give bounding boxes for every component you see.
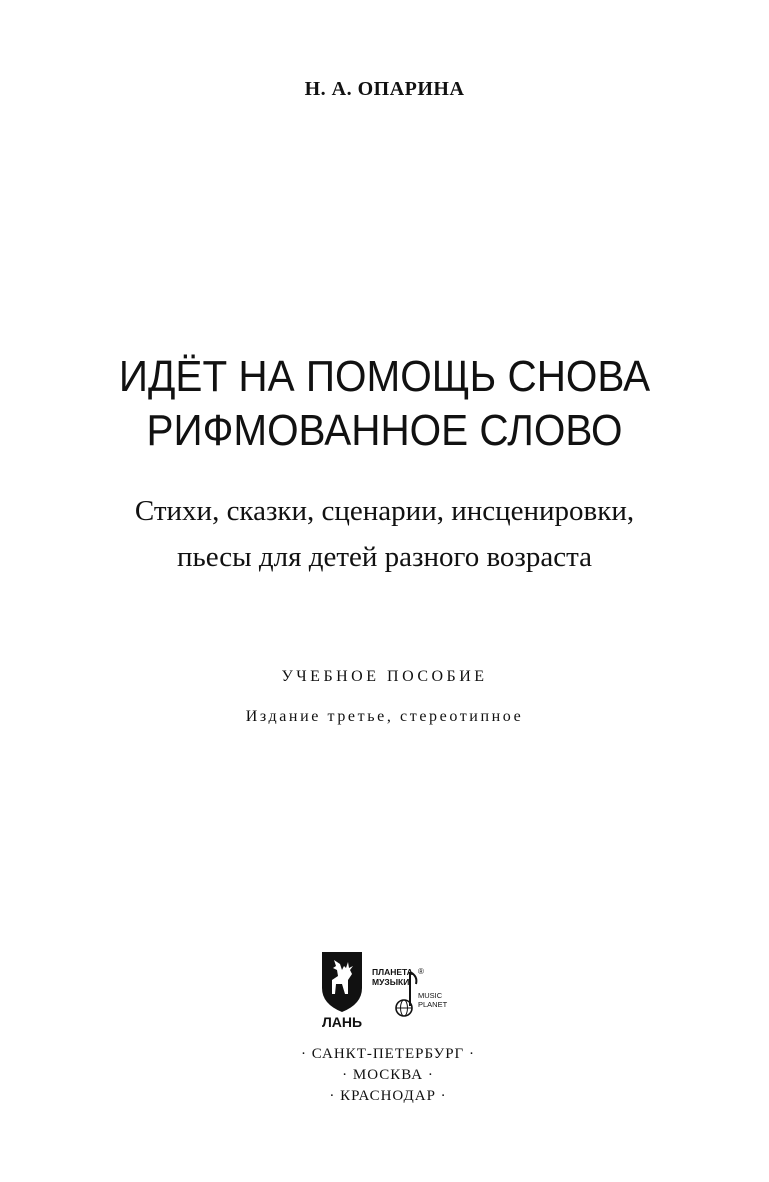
edition-label: Издание третье, стереотипное <box>245 708 524 725</box>
author-name: Н. А. ОПАРИНА <box>304 78 465 100</box>
music-planet-logo <box>370 966 450 1026</box>
genre-label: УЧЕБНОЕ ПОСОБИЕ <box>281 668 488 685</box>
city-moscow: · МОСКВА · <box>342 1067 434 1083</box>
book-title-line-2: РИФМОВАННОЕ СЛОВО <box>146 406 623 455</box>
book-title-line-1: ИДЁТ НА ПОМОЩЬ СНОВА <box>118 352 651 401</box>
lan-publisher-logo <box>320 950 364 1030</box>
registered-mark: ® <box>418 967 424 976</box>
lan-logo-text: ЛАНЬ <box>321 1014 363 1030</box>
city-krasnodar: · КРАСНОДАР · <box>329 1088 447 1104</box>
planet-logo-en-line-2: PLANET <box>418 1000 448 1009</box>
planet-logo-ru-line-2: МУЗЫКИ <box>372 977 410 987</box>
planet-logo-en-line-1: MUSIC <box>418 991 443 1000</box>
publisher-block <box>288 950 488 1104</box>
book-subtitle-line-1: Стихи, сказки, сценарии, инсценировки, <box>134 495 635 527</box>
planet-logo-ru-line-1: ПЛАНЕТА <box>372 967 413 977</box>
publisher-cities <box>288 1044 488 1107</box>
book-subtitle-line-2: пьесы для детей разного возраста <box>176 541 593 573</box>
book-title <box>0 350 769 458</box>
book-subtitle <box>0 488 769 580</box>
city-saint-petersburg: · САНКТ-ПЕТЕРБУРГ · <box>301 1046 475 1062</box>
